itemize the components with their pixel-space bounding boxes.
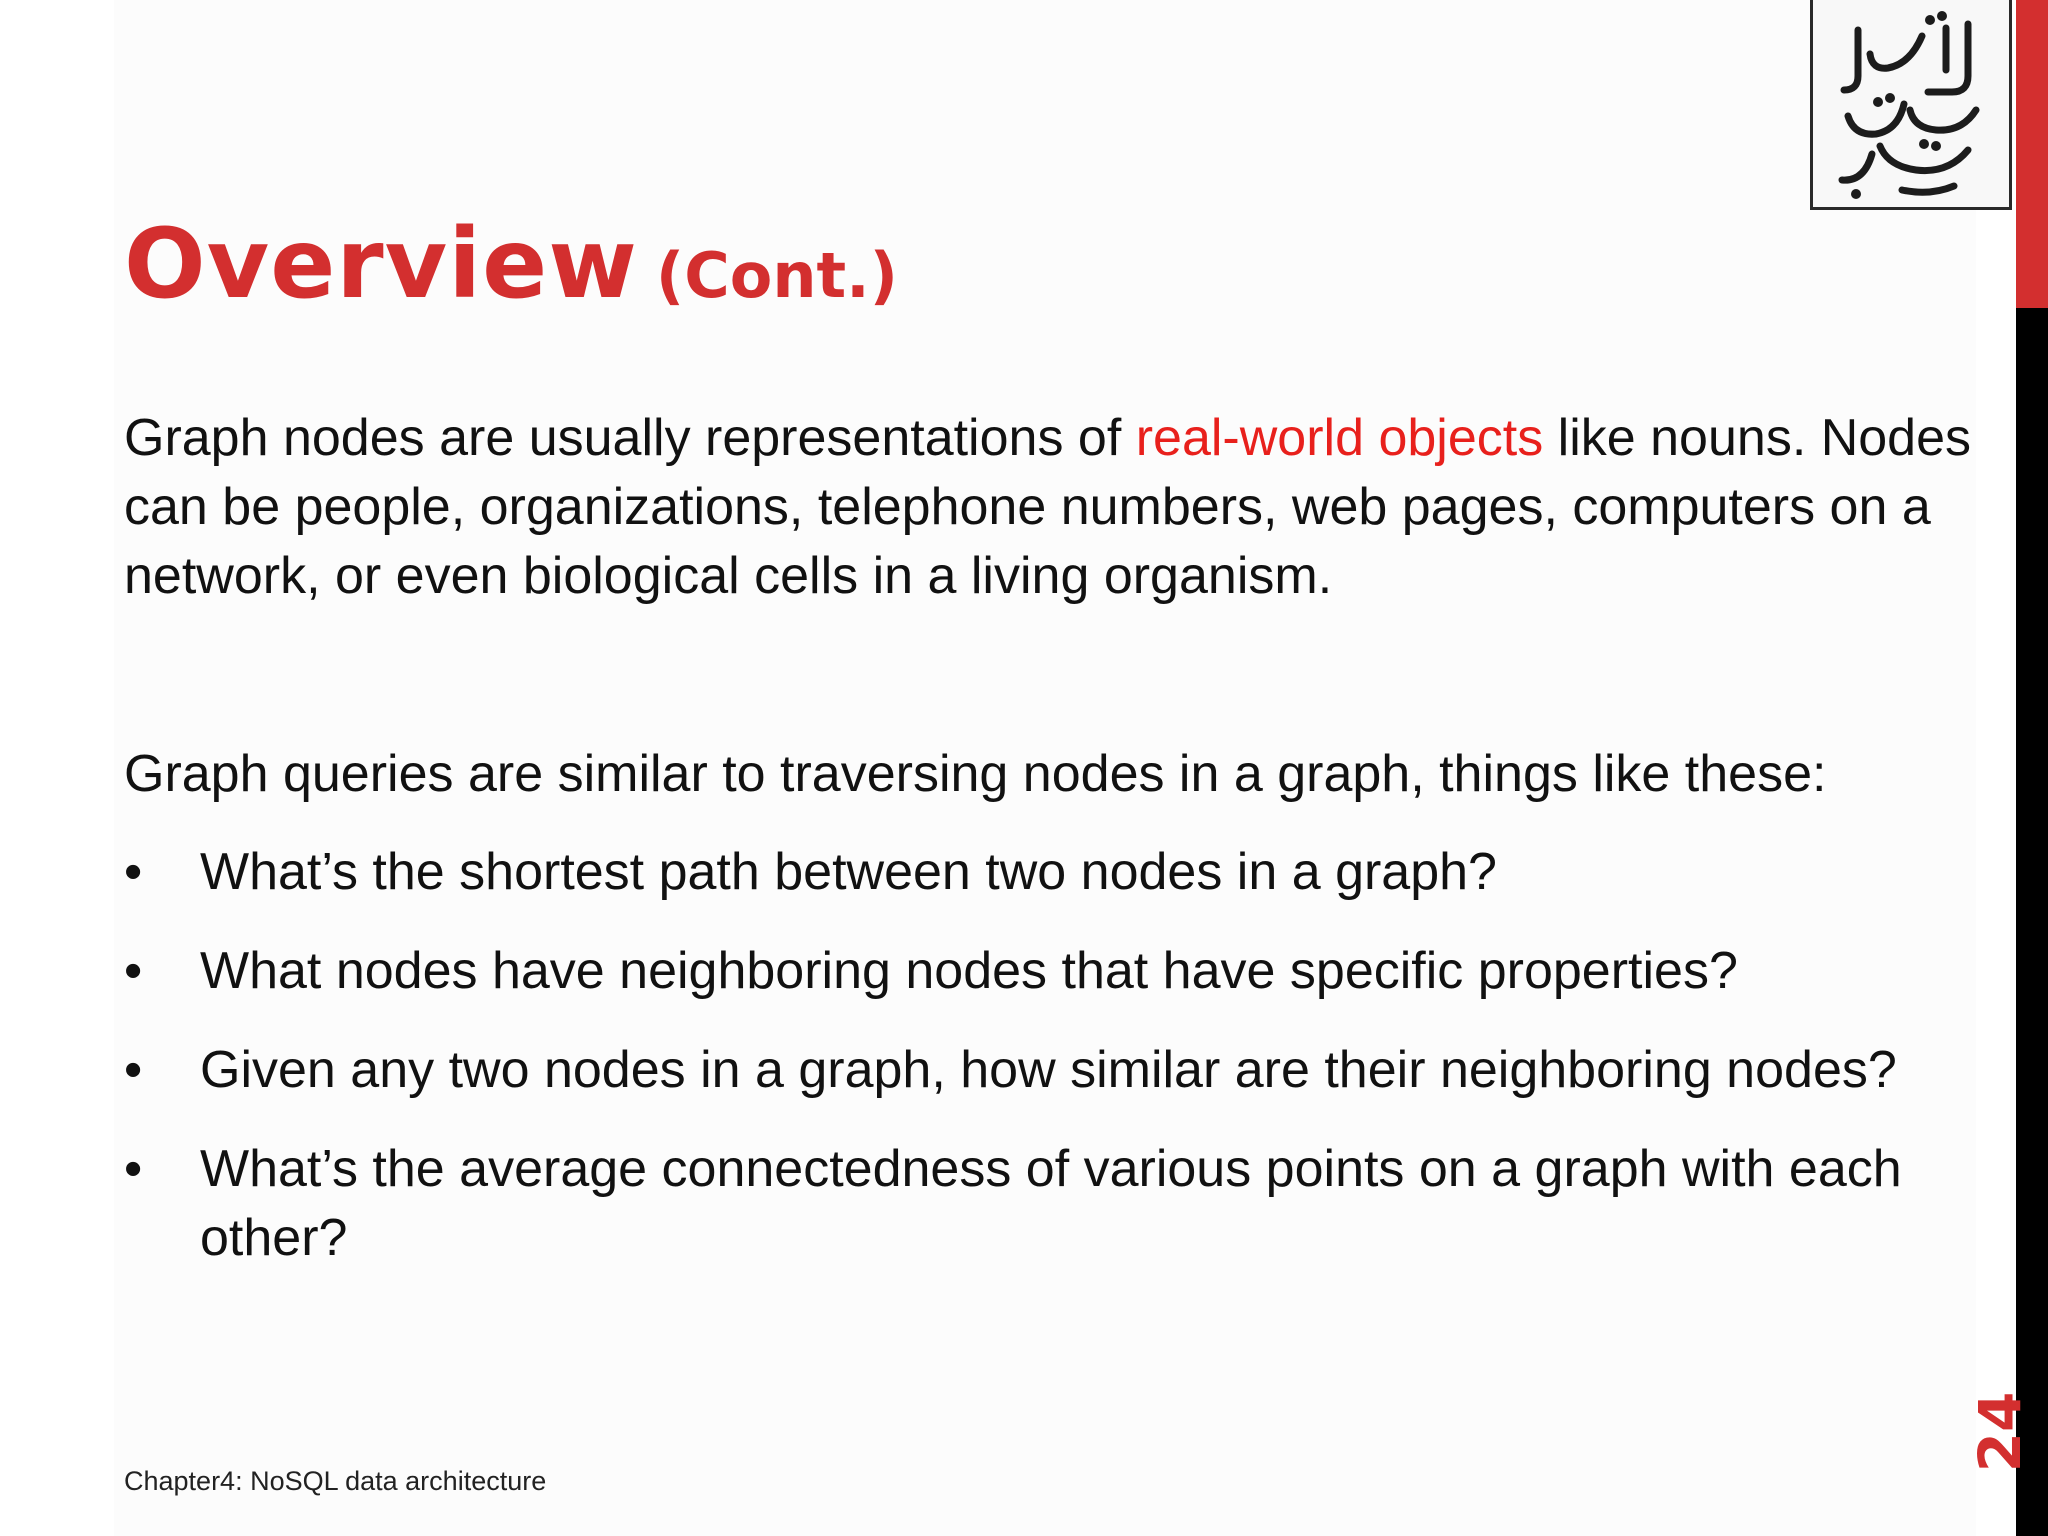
bullet-marker: • [124, 1140, 143, 1198]
query-bullet-text: What nodes have neighboring nodes that have specific properties? [200, 942, 1738, 1000]
query-bullet-item [124, 1135, 1904, 1273]
query-bullet-text: What’s the average connectedness of various points on a graph with each other? [200, 1140, 1902, 1267]
bullet-marker: • [124, 1041, 143, 1099]
calligraphy-logo-icon [1818, 6, 2004, 202]
side-bar-accent [2016, 0, 2048, 308]
query-bullet-text: What’s the shortest path between two nodes in a graph? [200, 843, 1497, 901]
query-bullet-item [124, 838, 1904, 907]
slide-title-suffix: (Cont.) [655, 239, 899, 312]
bullet-marker: • [124, 942, 143, 1000]
intro-text-after: like nouns. Nodes can be people, organizations, telephone numbers, web pages, computers on a network, or even biological cells in a living organism. [124, 409, 1972, 605]
slide-title [124, 208, 898, 320]
query-bullet-item [124, 937, 1904, 1006]
slide-title-main: Overview [124, 208, 638, 320]
queries-lead: Graph queries are similar to traversing nodes in a graph, things like these: [124, 745, 1827, 803]
side-bar-dark [2016, 308, 2048, 1536]
intro-paragraph [124, 404, 2004, 611]
query-bullet-item [124, 1036, 1904, 1105]
intro-highlight: real-world objects [1135, 409, 1544, 467]
query-bullet-list [124, 838, 1904, 1303]
bullet-marker: • [124, 843, 143, 901]
query-bullet-text: Given any two nodes in a graph, how similar are their neighboring nodes? [200, 1041, 1897, 1099]
university-logo [1810, 0, 2012, 210]
page-number-text: 24 [1966, 1391, 2034, 1473]
intro-text-before: Graph nodes are usually representations of [124, 409, 1136, 467]
slide-footer: Chapter4: NoSQL data architecture [124, 1466, 547, 1496]
